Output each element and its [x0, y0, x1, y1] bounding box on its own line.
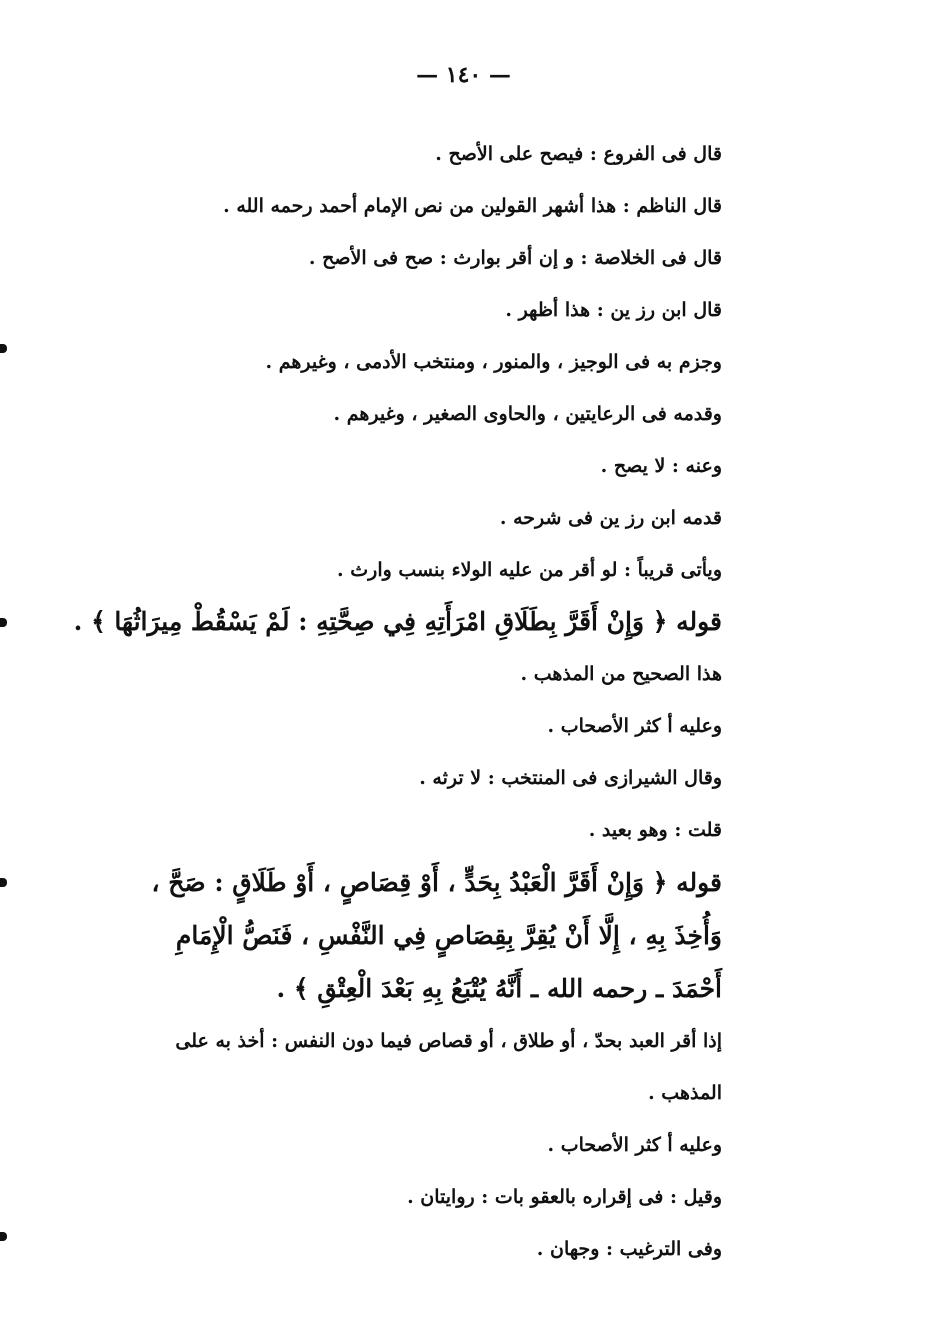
- text-line: وقدمه فى الرعايتين ، والحاوى الصغير ، وغيرهم .: [333, 403, 722, 425]
- text-line: قال فى الخلاصة : و إن أقر بوارث : صح فى الأصح .: [308, 247, 722, 269]
- scan-edge-mark: [0, 618, 7, 627]
- scan-edge-mark: [0, 1232, 7, 1241]
- text-line: ويأتى قريباً : لو أقر من عليه الولاء بنسب وارث .: [337, 559, 722, 581]
- text-line: وقيل : فى إقراره بالعقو بات : روايتان .: [407, 1186, 722, 1208]
- main-text: [73, 128, 722, 1275]
- text-line: وقال الشيرازى فى المنتخب : لا ترثه .: [419, 767, 722, 789]
- text-line: وعليه أ كثر الأصحاب .: [547, 1134, 722, 1156]
- quoted-matn-line: قوله ﴿ وَإِنْ أَقَرَّ بِطَلَاقِ امْرَأَتِهِ فِي صِحَّتِهِ : لَمْ يَسْقُطْ مِيرَاثُهَا ﴾ .: [73, 607, 722, 636]
- text-line: قال الناظم : هذا أشهر القولين من نص الإمام أحمد رحمه الله .: [223, 195, 722, 217]
- quoted-matn-paragraph: قوله ﴿ وَإِنْ أَقَرَّ الْعَبْدُ بِحَدٍّ ، أَوْ قِصَاصٍ ، أَوْ طَلَاقٍ : صَحَّ ، وَأُخِذَ بِهِ ، إِلَّا أَنْ يُقِرَّ بِقِصَاصٍ فِي النَّفْسِ ، فَنَصُّ الْإِمَامِ أَحْمَدَ ـ رحمه الله ـ أَنَّهُ يُتْبَعُ بِهِ بَعْدَ الْعِتْقِ ﴾ .: [151, 868, 722, 1003]
- text-line: قدمه ابن رز ين فى شرحه .: [499, 507, 722, 529]
- scan-edge-mark: [0, 878, 7, 887]
- text-line: وعليه أ كثر الأصحاب .: [547, 715, 722, 737]
- text-line: وفى الترغيب : وجهان .: [536, 1238, 722, 1260]
- text-line: وجزم به فى الوجيز ، والمنور ، ومنتخب الأدمى ، وغيرهم .: [265, 351, 722, 373]
- page-number: — ١٤٠ —: [416, 62, 511, 88]
- text-paragraph: إذا أقر العبد بحدّ ، أو طلاق ، أو قصاص فيما دون النفس : أخذ به على المذهب .: [175, 1030, 722, 1104]
- scan-edge-mark: [0, 344, 7, 353]
- text-line: هذا الصحيح من المذهب .: [520, 663, 722, 685]
- text-line: وعنه : لا يصح .: [600, 455, 722, 477]
- text-line: قلت : وهو بعيد .: [588, 819, 722, 841]
- text-line: قال فى الفروع : فيصح على الأصح .: [435, 143, 722, 165]
- text-line: قال ابن رز ين : هذا أظهر .: [505, 299, 722, 321]
